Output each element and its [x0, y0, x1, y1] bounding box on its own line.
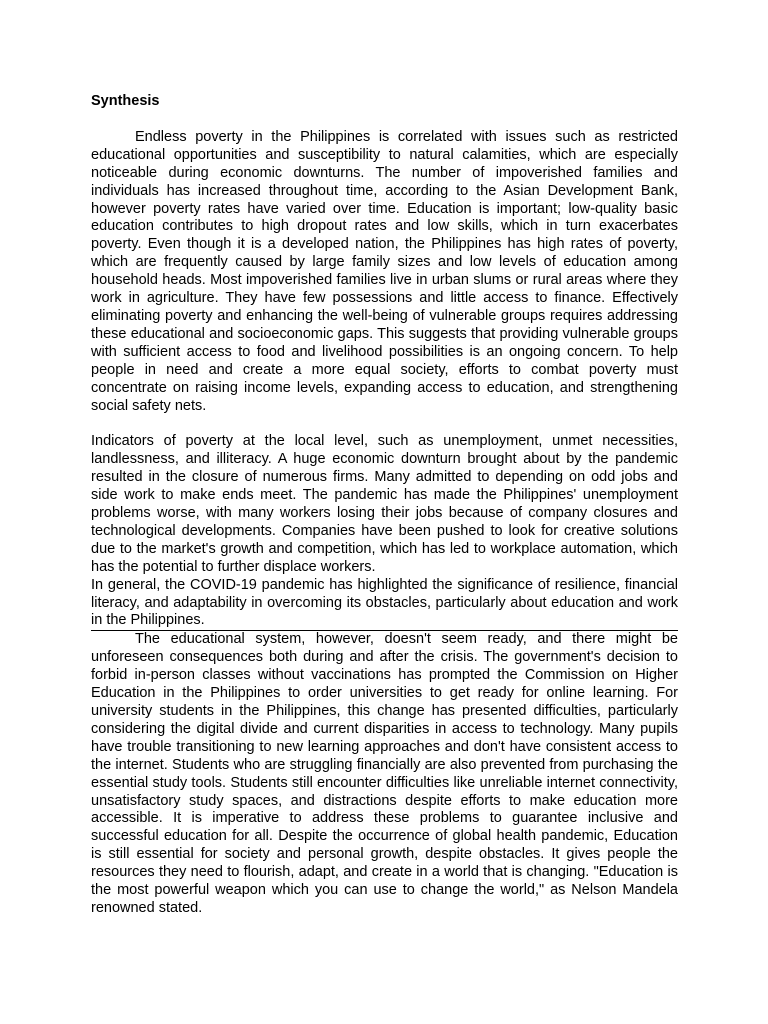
paragraph-local-indicators: Indicators of poverty at the local level, such as unemployment, unmet necessities, landlessness, and illiteracy. A huge economic downturn brought about by the pandemic resulted in the closure of numerous firms. Many admitted to depending on odd jobs and side work to make ends meet. The pandemic has made the Philippines' unemployment problems worse, with many workers losing their jobs because of company closures and technological developments. Companies have been pushed to look for creative solutions due to the market's growth and competition, which has led to workplace automation, which has the potential to further displace workers.: [91, 433, 678, 575]
paragraph-poverty-overview: Endless poverty in the Philippines is correlated with issues such as restricted educational opportunities and susceptibility to natural calamities, which are especially noticeable during economic downturns. The number of impoverished families and individuals has increased throughout time, according to the Asian Development Bank, however poverty rates have varied over time. Education is important; low-quality basic education contributes to high dropout rates and low skills, which in turn exacerbates poverty. Even though it is a developed nation, the Philippines has high rates of poverty, which are frequently caused by large family sizes and low levels of education among household heads. Most impoverished families live in urban slums or rural areas where they work in agriculture. They have few possessions and little access to finance. Effectively eliminating poverty and enhancing the well-being of vulnerable groups requires addressing these educational and socioeconomic gaps. This suggests that providing vulnerable groups with sufficient access to food and livelihood possibilities is an ongoing concern. To help people in need and create a more equal society, efforts to combat poverty must concentrate on raising income levels, expanding access to education, and strengthening social safety nets.: [91, 128, 678, 414]
document-body: [91, 93, 678, 918]
paragraph-gap: [91, 415, 678, 433]
paragraph-education-system: The educational system, however, doesn't seem ready, and there might be unforeseen consequences both during and after the crisis. The government's decision to forbid in-person classes without vaccinations has prompted the Commission on Higher Education in the Philippines to order universities to get ready for online learning. For university students in the Philippines, this change has presented difficulties, particularly considering the digital divide and current disparities in access to technology. Many pupils have trouble transitioning to new learning approaches and don't have consistent access to the internet. Students who are struggling financially are also prevented from purchasing the essential study tools. Students still encounter difficulties like unreliable internet connectivity, unsatisfactory study spaces, and distractions despite efforts to make education more accessible. It is imperative to address these problems to guarantee inclusive and successful education for all. Despite the occurrence of global health pandemic, Education is still essential for society and personal growth, despite obstacles. It gives people the resources they need to flourish, adapt, and create in a world that is changing. "Education is the most powerful weapon which you can use to change the world," as Nelson Mandela renowned stated.: [91, 631, 678, 916]
section-heading: Synthesis: [91, 93, 160, 109]
paragraph-covid-summary: In general, the COVID-19 pandemic has highlighted the significance of resilience, financial literacy, and adaptability in overcoming its obstacles, particularly about education and work in the Philippines.: [91, 577, 678, 632]
